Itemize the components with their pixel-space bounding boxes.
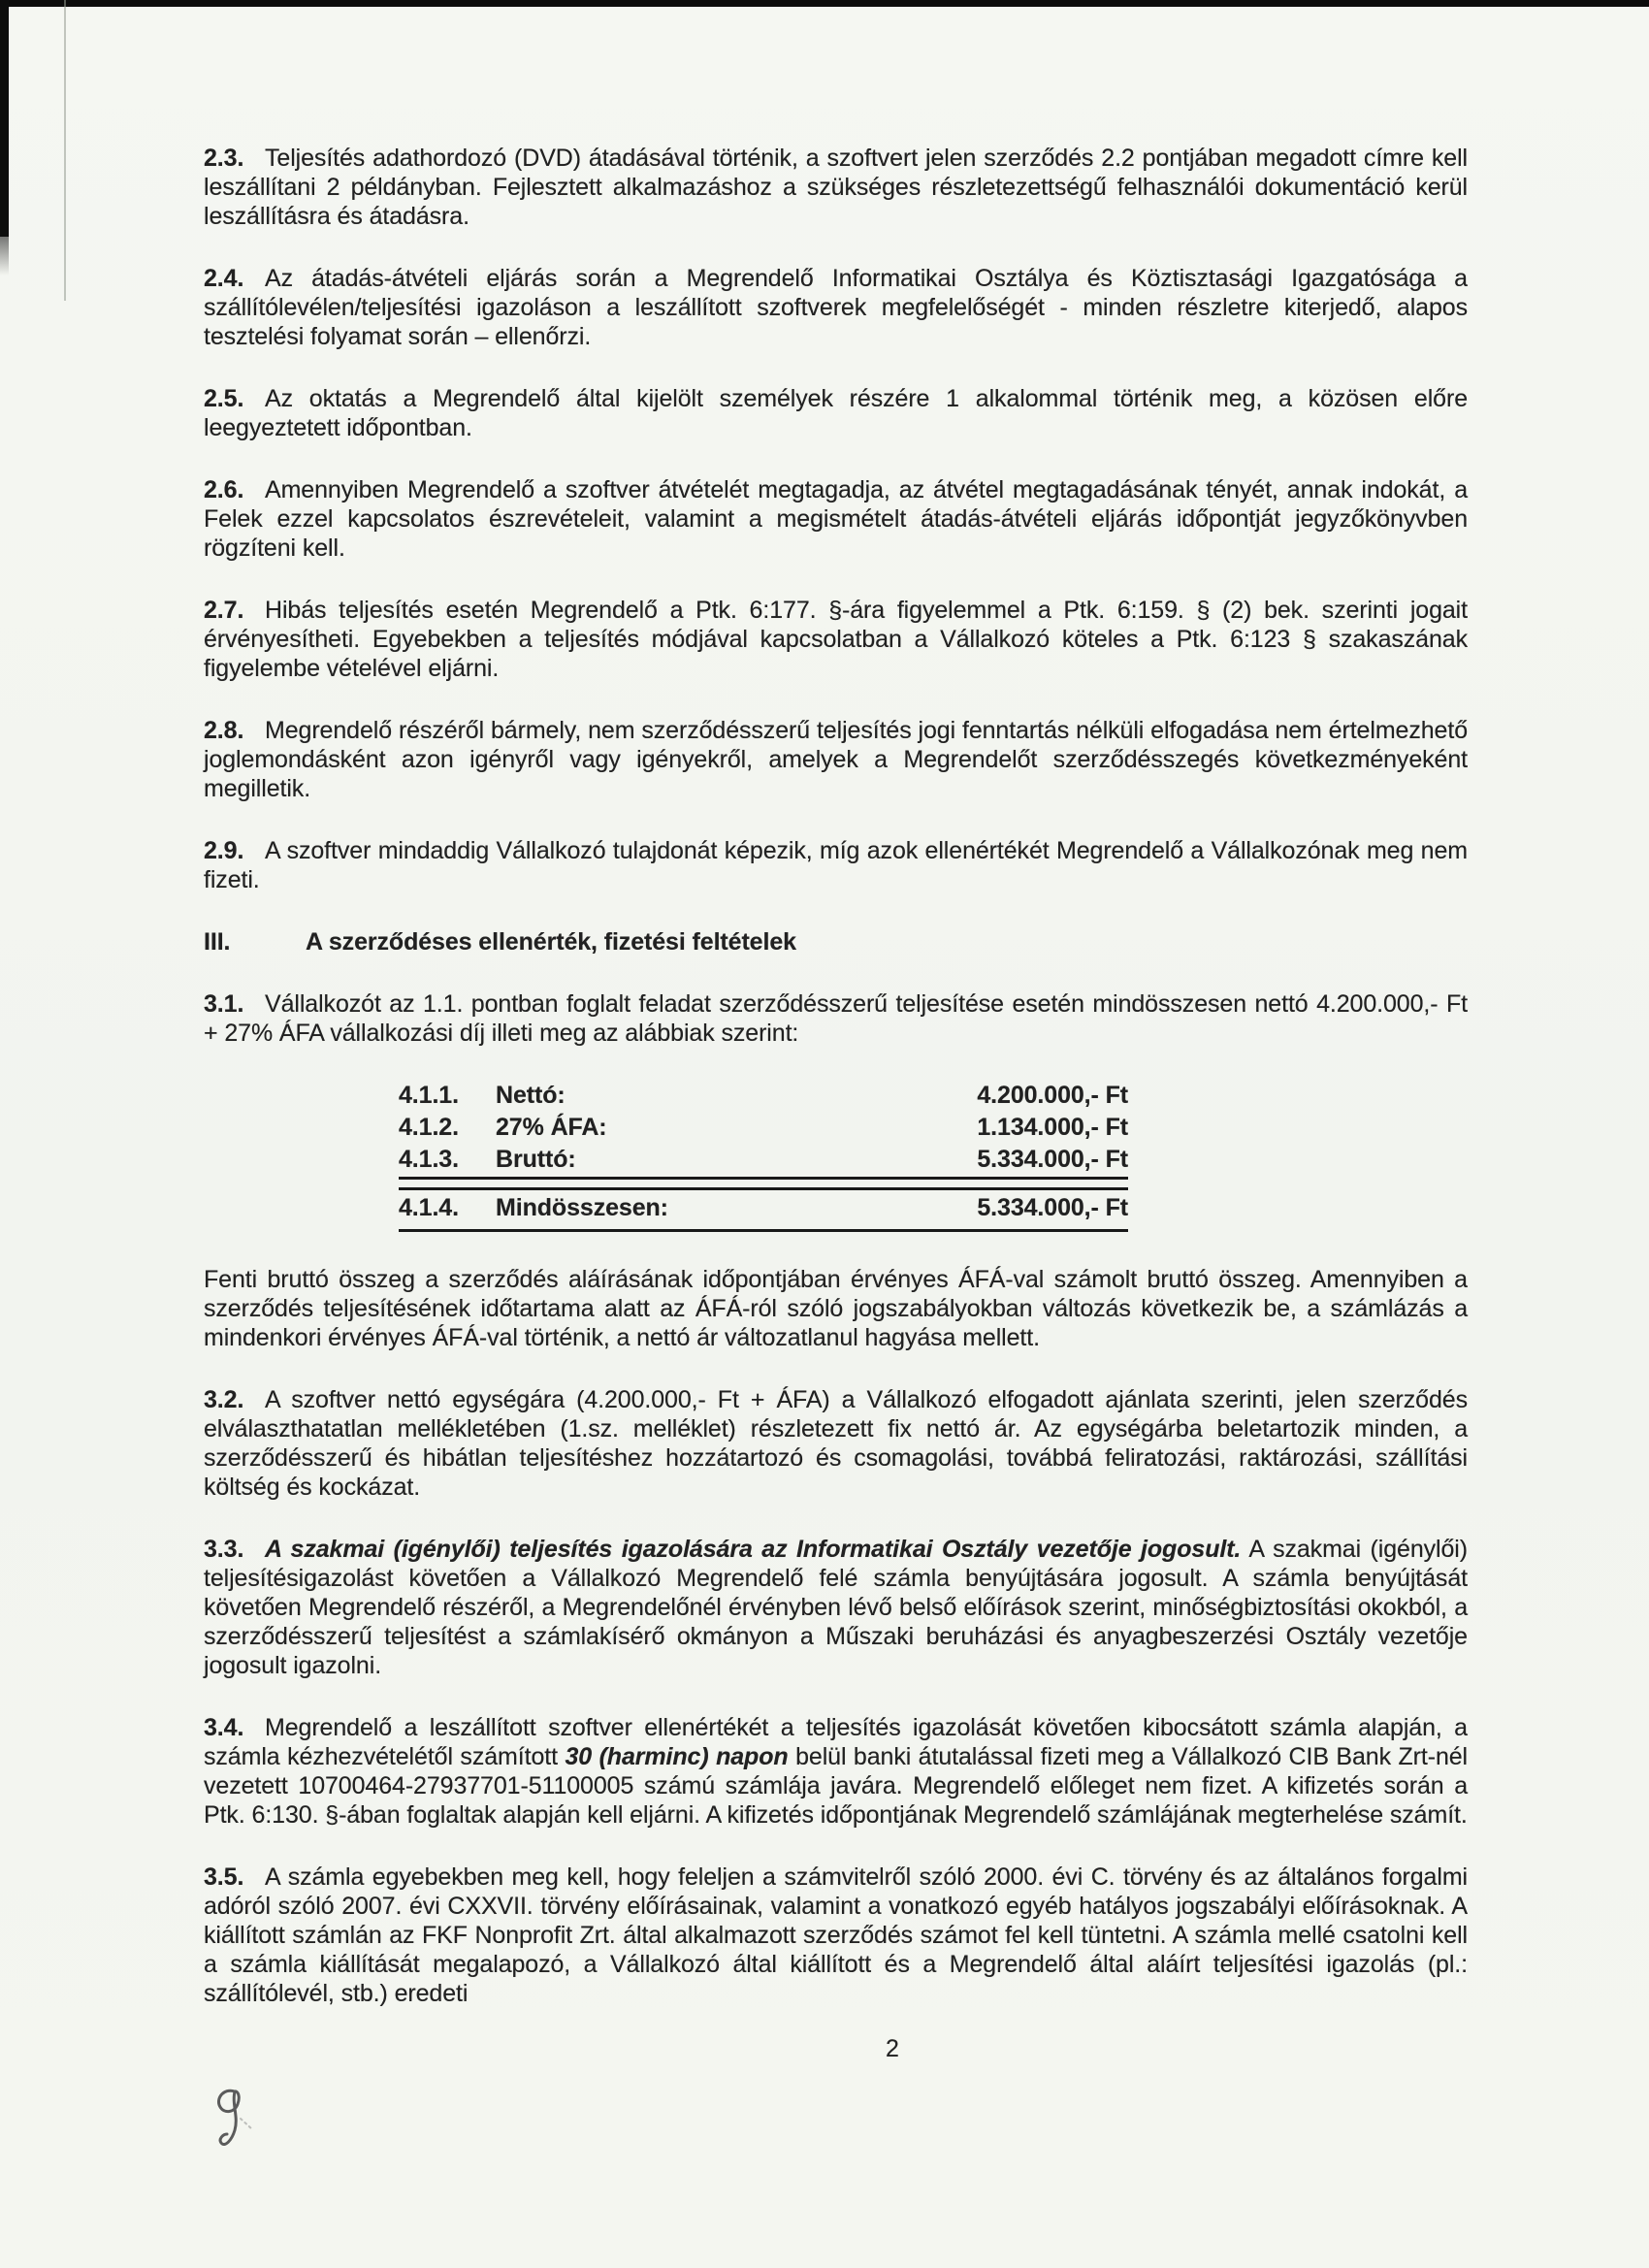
paragraph-2-4 (204, 264, 1468, 351)
heading-number: III. (204, 928, 231, 956)
price-row-value: 5.334.000,- Ft (977, 1194, 1128, 1221)
paragraph-2-6 (204, 475, 1468, 563)
paragraph-text: Vállalkozót az 1.1. pontban foglalt feladat szerződésszerű teljesítése esetén mindösszesen nettó 4.200.000,- Ft + 27% ÁFA vállalkozási díj illeti meg az alábbiak szerint: (204, 990, 1468, 1047)
price-table-row-brutto (399, 1145, 1128, 1177)
paragraph-2-3 (204, 144, 1468, 231)
paragraph-number: 2.8. (204, 717, 244, 744)
paragraph-3-5 (204, 1863, 1468, 2008)
handwritten-initials-icon (206, 2084, 279, 2173)
payment-deadline-emphasis: 30 (harminc) napon (565, 1743, 789, 1770)
price-row-number: 4.1.4. (399, 1194, 459, 1221)
paragraph-3-2 (204, 1385, 1468, 1502)
document-body (204, 144, 1468, 2041)
paragraph-text: A szoftver nettó egységára (4.200.000,- Ft + ÁFA) a Vállalkozó elfogadott ajánlata szerinti, jelen szerződés elválaszthatatlan mellékletében (1.sz. melléklet) részletezett fix nettó ár. Az egységárba beletartozik minden, a szerződésszerű és hibátlan teljesítéshez hozzátartozó és csomagolási, továbbá feliratozási, raktározási, szállítási költség és kockázat. (204, 1386, 1468, 1501)
paragraph-number: 3.3. (204, 1536, 244, 1563)
paragraph-text: A szoftver mindaddig Vállalkozó tulajdonát képezik, míg azok ellenértékét Megrendelő a Vállalkozónak meg nem fizeti. (204, 837, 1468, 893)
paragraph-3-3 (204, 1535, 1468, 1680)
paragraph-text: A szakmai (igénylői) teljesítésigazolást követően a Vállalkozó Megrendelő felé számla benyújtására jogosult. A számla benyújtását követően Megrendelő részéről, a Megrendelőnél érvényben lévő belső előírások szerint, minőségbiztosítási okokból, a szerződésszerű teljesítést a számlakísérő okmányon a Műszaki beruházási és anyagbeszerzési Osztály vezetője jogosult igazolni. (204, 1536, 1468, 1679)
price-row-number: 4.1.2. (399, 1114, 459, 1141)
table-rule-single (399, 1229, 1128, 1232)
price-row-label: Mindösszesen: (496, 1194, 668, 1221)
price-table-row-total (399, 1193, 1128, 1225)
paragraph-2-8 (204, 716, 1468, 803)
paragraph-number: 2.4. (204, 265, 244, 292)
page-number: 2 (886, 2035, 899, 2062)
price-row-number: 4.1.1. (399, 1082, 459, 1109)
paragraph-3-1 (204, 989, 1468, 1048)
handwritten-initials (206, 2084, 279, 2178)
paragraph-text: Az oktatás a Megrendelő által kijelölt személyek részére 1 alkalommal történik meg, a közösen előre leegyeztetett időpontban. (204, 385, 1468, 441)
section-heading-iii (204, 927, 1468, 956)
paragraph-lead-emphasis: A szakmai (igénylői) teljesítés igazolására az Informatikai Osztály vezetője jogosult. (265, 1536, 1242, 1563)
price-row-number: 4.1.3. (399, 1146, 459, 1173)
paragraph-number: 2.3. (204, 145, 244, 172)
paragraph-number: 2.7. (204, 597, 244, 624)
price-row-label: Bruttó: (496, 1146, 576, 1173)
paragraph-number: 3.2. (204, 1386, 244, 1413)
paragraph-number: 3.1. (204, 990, 244, 1018)
price-table-row-netto (399, 1081, 1128, 1113)
price-table (399, 1081, 1128, 1232)
paragraph-2-7 (204, 596, 1468, 683)
scan-artifact-top-bar (0, 0, 1649, 7)
paragraph-fenti-brutto (204, 1265, 1468, 1352)
paragraph-2-5 (204, 384, 1468, 442)
paragraph-number: 3.5. (204, 1863, 244, 1891)
paragraph-number: 2.6. (204, 476, 244, 503)
paragraph-text: Megrendelő részéről bármely, nem szerződésszerű teljesítés jogi fenntartás nélküli elfogadása nem értelmezhető joglemondásként azon igényről vagy igényekről, amelyek a Megrendelőt szerződésszegés következményeként megilletik. (204, 717, 1468, 802)
paragraph-number: 2.5. (204, 385, 244, 412)
price-row-value: 1.134.000,- Ft (977, 1114, 1128, 1141)
price-row-value: 4.200.000,- Ft (977, 1082, 1128, 1109)
paragraph-text: Amennyiben Megrendelő a szoftver átvételét megtagadja, az átvétel megtagadásának tényét, annak indokát, a Felek ezzel kapcsolatos észrevételeit, valamint a megismételt átadás-átvételi eljárás időpontját jegyzőkönyvben rögzíteni kell. (204, 476, 1468, 562)
paragraph-number: 2.9. (204, 837, 244, 864)
paragraph-text: Megrendelő a leszállított szoftver ellenértékét a teljesítés igazolását követően kibocsátott számla alapján, a számla kézhezvételétől számított (204, 1714, 1468, 1770)
paragraph-text: Teljesítés adathordozó (DVD) átadásával történik, a szoftvert jelen szerződés 2.2 pontjában megadott címre kell leszállítani 2 példányban. Fejlesztett alkalmazáshoz a szükséges részletezettségű felhasználói dokumentáció kerül leszállításra és átadásra. (204, 145, 1468, 230)
paragraph-3-4 (204, 1713, 1468, 1830)
price-row-label: 27% ÁFA: (496, 1114, 607, 1141)
paragraph-text: Fenti bruttó összeg a szerződés aláírásának időpontjában érvényes ÁFÁ-val számolt bruttó összeg. Amennyiben a szerződés teljesítésének időtartama alatt az ÁFÁ-ról szóló jogszabályokban változás következik be, a számlázás a mindenkori érvényes ÁFÁ-val történik, a nettó ár változatlanul hagyása mellett. (204, 1266, 1468, 1351)
paragraph-number: 3.4. (204, 1714, 244, 1741)
price-row-value: 5.334.000,- Ft (977, 1146, 1128, 1173)
paragraph-text: Az átadás-átvételi eljárás során a Megrendelő Informatikai Osztálya és Köztisztasági Igazgatósága a szállítólevélen/teljesítési igazoláson a leszállított szoftverek megfelelőségét - minden részletre kiterjedő, alapos tesztelési folyamat során – ellenőrzi. (204, 265, 1468, 350)
price-table-row-afa (399, 1113, 1128, 1145)
page-edge-shadow (64, 0, 66, 301)
scan-artifact-left-bar (0, 0, 9, 237)
table-rule-double (399, 1177, 1128, 1190)
heading-title: A szerződéses ellenérték, fizetési feltételek (306, 928, 796, 956)
paragraph-2-9 (204, 836, 1468, 894)
paragraph-text: A számla egyebekben meg kell, hogy feleljen a számvitelről szóló 2000. évi C. törvény és az általános forgalmi adóról szóló 2007. évi CXXVII. törvény előírásainak, valamint a vonatkozó egyéb hatályos jogszabályi előírásoknak. A kiállított számlán az FKF Nonprofit Zrt. által alkalmazott szerződés számot fel kell tüntetni. A számla mellé csatolni kell a számla kiállítását megalapozó, a Vállalkozó által kiállított és a Megrendelő által aláírt teljesítési igazolás (pl.: szállítólevél, stb.) eredeti (204, 1863, 1468, 2007)
paragraph-text: belül banki átutalással fizeti meg a Vállalkozó CIB Bank Zrt-nél vezetett 10700464-27937701-51100005 számú számlája javára. Megrendelő előleget nem fizet. A kifizetés során a Ptk. 6:130. §-ában foglaltak alapján kell eljárni. A kifizetés időpontjának Megrendelő számlájának megterhelése számít. (204, 1743, 1469, 1829)
paragraph-text: Hibás teljesítés esetén Megrendelő a Ptk. 6:177. §-ára figyelemmel a Ptk. 6:159. § (2) bek. szerinti jogait érvényesítheti. Egyebekben a teljesítés módjával kapcsolatban a Vállalkozó köteles a Ptk. 6:123 § szakaszának figyelembe vételével eljárni. (204, 597, 1468, 682)
price-row-label: Nettó: (496, 1082, 566, 1109)
